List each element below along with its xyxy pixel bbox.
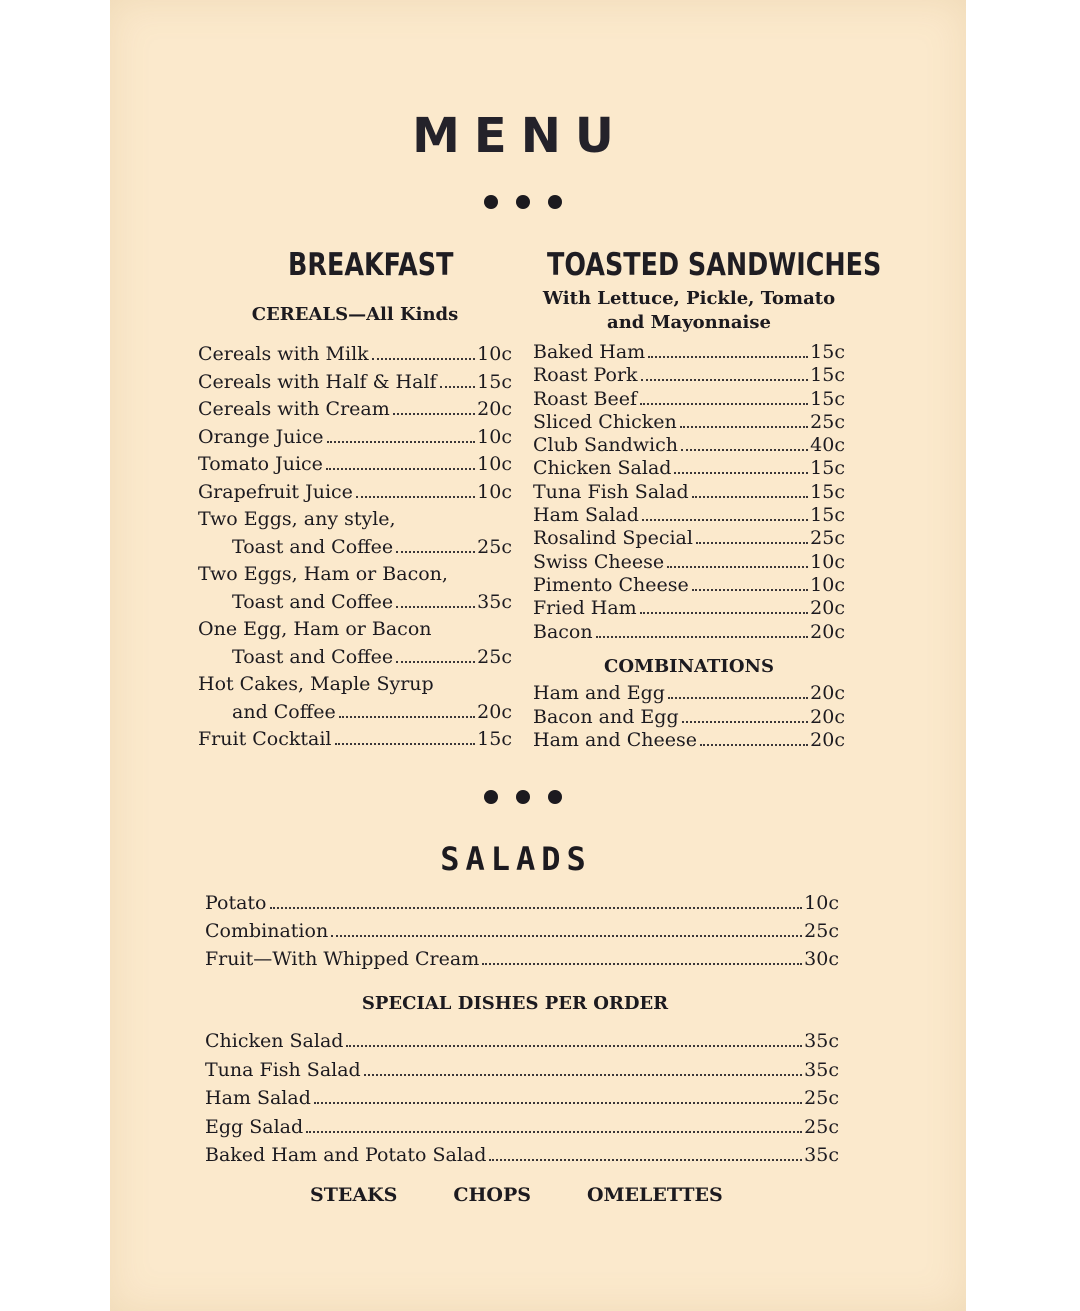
item-price: 10c bbox=[810, 573, 845, 596]
menu-item bbox=[205, 1116, 839, 1145]
dot bbox=[516, 790, 530, 804]
item-price: 20c bbox=[810, 682, 845, 704]
item-label: Fried Ham bbox=[533, 597, 637, 620]
sandwiches-heading: TOASTED SANDWICHES bbox=[547, 247, 882, 283]
item-label: Ham and Egg bbox=[533, 682, 665, 704]
menu-item bbox=[533, 411, 845, 434]
leader-dots bbox=[668, 697, 808, 699]
leader-dots bbox=[326, 468, 475, 470]
menu-item bbox=[198, 728, 512, 756]
item-label: Sliced Chicken bbox=[533, 410, 677, 433]
item-label: Combination bbox=[205, 920, 329, 942]
special-list bbox=[205, 1030, 839, 1173]
leader-dots bbox=[667, 566, 808, 568]
item-line: One Egg, Ham or Bacon bbox=[198, 618, 432, 640]
item-label: Tomato Juice bbox=[198, 453, 323, 475]
item-label: Bacon and Egg bbox=[533, 705, 679, 728]
menu-item bbox=[533, 434, 845, 457]
leader-dots bbox=[692, 589, 808, 591]
leader-dots bbox=[306, 1131, 802, 1133]
special-heading: SPECIAL DISHES PER ORDER bbox=[361, 993, 669, 1014]
leader-dots bbox=[696, 542, 808, 544]
dot bbox=[548, 790, 562, 804]
item-line: Two Eggs, Ham or Bacon, bbox=[198, 563, 448, 585]
item-price: 15c bbox=[810, 341, 845, 363]
leader-dots bbox=[700, 744, 808, 746]
menu-item bbox=[205, 920, 839, 948]
item-label: Ham and Cheese bbox=[533, 729, 697, 751]
item-label: Baked Ham and Potato Salad bbox=[205, 1144, 487, 1166]
item-price: 25c bbox=[804, 1087, 839, 1109]
menu-item bbox=[533, 481, 845, 504]
item-price: 25c bbox=[477, 645, 512, 668]
item-price: 20c bbox=[810, 620, 845, 643]
menu-item bbox=[533, 621, 845, 644]
menu-item bbox=[198, 426, 512, 454]
leader-dots bbox=[641, 379, 809, 381]
item-price: 10c bbox=[477, 425, 512, 448]
leader-dots bbox=[681, 449, 808, 451]
breakfast-list bbox=[198, 343, 512, 756]
menu-item bbox=[198, 701, 512, 729]
menu-item bbox=[533, 341, 845, 364]
item-label: Pimento Cheese bbox=[533, 573, 689, 596]
menu-item bbox=[533, 729, 845, 753]
menu-title: MENU bbox=[412, 108, 628, 164]
footer-chops: CHOPS bbox=[453, 1184, 531, 1206]
menu-item bbox=[198, 481, 512, 509]
item-label: Cereals with Milk bbox=[198, 343, 369, 365]
menu-item bbox=[533, 597, 845, 620]
item-price: 10c bbox=[804, 892, 839, 914]
item-price: 20c bbox=[810, 597, 845, 620]
leader-dots bbox=[642, 519, 808, 521]
menu-item bbox=[205, 1030, 839, 1059]
item-price: 25c bbox=[804, 1115, 839, 1138]
leader-dots bbox=[396, 661, 475, 663]
item-label: Chicken Salad bbox=[205, 1030, 344, 1052]
item-price: 35c bbox=[804, 1030, 839, 1052]
item-label: Orange Juice bbox=[198, 425, 324, 448]
leader-dots bbox=[339, 716, 475, 718]
menu-item bbox=[205, 1144, 839, 1173]
item-label: Tuna Fish Salad bbox=[205, 1058, 361, 1081]
leader-dots bbox=[396, 551, 475, 553]
item-price: 40c bbox=[810, 434, 845, 457]
item-line: Hot Cakes, Maple Syrup bbox=[198, 673, 434, 695]
item-price: 20c bbox=[477, 700, 512, 723]
footer-row bbox=[310, 1184, 723, 1206]
menu-item bbox=[533, 551, 845, 574]
item-label: Swiss Cheese bbox=[533, 550, 665, 573]
item-label: Toast and Coffee bbox=[232, 535, 394, 558]
menu-item bbox=[533, 457, 845, 480]
item-label: Roast Pork bbox=[533, 364, 638, 387]
menu-item bbox=[198, 371, 512, 399]
item-label: Fruit Cocktail bbox=[198, 728, 332, 750]
item-price: 15c bbox=[477, 370, 512, 393]
item-price: 10c bbox=[477, 453, 512, 475]
menu-item bbox=[533, 706, 845, 730]
dot bbox=[548, 195, 562, 209]
menu-item bbox=[198, 591, 512, 619]
item-label: Club Sandwich bbox=[533, 434, 679, 457]
item-price: 35c bbox=[804, 1144, 839, 1166]
menu-item bbox=[533, 527, 845, 550]
item-price: 10c bbox=[810, 550, 845, 573]
menu-item bbox=[198, 343, 512, 371]
item-label: Bacon bbox=[533, 620, 593, 643]
dots-divider-top bbox=[484, 195, 562, 209]
menu-item bbox=[533, 682, 845, 706]
leader-dots bbox=[482, 963, 802, 965]
item-label: Cereals with Cream bbox=[198, 398, 390, 420]
item-label: Ham Salad bbox=[205, 1087, 311, 1109]
leader-dots bbox=[270, 907, 803, 909]
item-label: Tuna Fish Salad bbox=[533, 480, 689, 503]
breakfast-heading: BREAKFAST bbox=[288, 247, 454, 283]
menu-item bbox=[205, 1059, 839, 1088]
leader-dots bbox=[489, 1159, 802, 1161]
leader-dots bbox=[356, 496, 475, 498]
leader-dots bbox=[314, 1102, 802, 1104]
footer-omelettes: OMELETTES bbox=[586, 1184, 723, 1206]
item-price: 20c bbox=[477, 398, 512, 420]
salads-heading: SALADS bbox=[440, 840, 592, 878]
item-price: 30c bbox=[804, 948, 839, 970]
leader-dots bbox=[331, 935, 802, 937]
menu-item bbox=[198, 536, 512, 564]
item-price: 35c bbox=[804, 1058, 839, 1081]
item-price: 10c bbox=[477, 343, 512, 365]
item-price: 15c bbox=[810, 364, 845, 387]
dot bbox=[484, 790, 498, 804]
item-price: 10c bbox=[477, 480, 512, 503]
dot bbox=[484, 195, 498, 209]
item-label: Potato bbox=[205, 892, 267, 914]
menu-item bbox=[533, 504, 845, 527]
leader-dots bbox=[335, 743, 476, 745]
item-label: Cereals with Half & Half bbox=[198, 370, 437, 393]
item-price: 15c bbox=[810, 387, 845, 410]
item-label: Ham Salad bbox=[533, 504, 639, 527]
menu-item bbox=[205, 1087, 839, 1116]
sandwiches-sub1: With Lettuce, Pickle, Tomato bbox=[542, 288, 836, 309]
leader-dots bbox=[393, 413, 475, 415]
leader-dots bbox=[346, 1045, 802, 1047]
item-label: Chicken Salad bbox=[533, 457, 672, 480]
leader-dots bbox=[372, 358, 475, 360]
leader-dots bbox=[640, 612, 808, 614]
item-label: and Coffee bbox=[232, 700, 336, 723]
menu-item bbox=[205, 948, 839, 976]
item-price: 15c bbox=[810, 504, 845, 527]
item-label: Roast Beef bbox=[533, 387, 637, 410]
item-label: Egg Salad bbox=[205, 1115, 304, 1138]
menu-item bbox=[198, 398, 512, 426]
dot bbox=[516, 195, 530, 209]
sandwiches-list bbox=[533, 341, 845, 644]
menu-item bbox=[198, 453, 512, 481]
item-label: Rosalind Special bbox=[533, 527, 693, 550]
leader-dots bbox=[640, 403, 808, 405]
leader-dots bbox=[596, 636, 809, 638]
leader-dots bbox=[674, 472, 808, 474]
salads-list bbox=[205, 892, 839, 976]
item-price: 15c bbox=[477, 728, 512, 750]
item-price: 25c bbox=[810, 410, 845, 433]
breakfast-subheading: CEREALS—All Kinds bbox=[251, 304, 459, 325]
item-price: 20c bbox=[810, 729, 845, 751]
item-label: Toast and Coffee bbox=[232, 645, 394, 668]
leader-dots bbox=[364, 1074, 802, 1076]
leader-dots bbox=[682, 721, 809, 723]
item-label: Grapefruit Juice bbox=[198, 480, 353, 503]
footer-steaks: STEAKS bbox=[310, 1184, 398, 1206]
item-price: 25c bbox=[804, 920, 839, 942]
menu-item bbox=[205, 892, 839, 920]
menu-item bbox=[198, 646, 512, 674]
item-line: Two Eggs, any style, bbox=[198, 508, 396, 530]
item-label: Toast and Coffee bbox=[232, 590, 394, 613]
dots-divider-middle bbox=[484, 790, 562, 804]
item-price: 35c bbox=[477, 590, 512, 613]
leader-dots bbox=[327, 441, 476, 443]
leader-dots bbox=[680, 426, 808, 428]
menu-item bbox=[533, 364, 845, 387]
menu-item bbox=[533, 388, 845, 411]
item-price: 25c bbox=[477, 535, 512, 558]
combinations-list bbox=[533, 682, 845, 753]
leader-dots bbox=[440, 386, 476, 388]
menu-item bbox=[533, 574, 845, 597]
item-price: 15c bbox=[810, 457, 845, 480]
leader-dots bbox=[692, 496, 808, 498]
leader-dots bbox=[648, 356, 808, 358]
item-price: 25c bbox=[810, 527, 845, 550]
item-price: 15c bbox=[810, 480, 845, 503]
sandwiches-sub2: and Mayonnaise bbox=[607, 312, 771, 333]
item-label: Fruit—With Whipped Cream bbox=[205, 948, 480, 970]
combinations-heading: COMBINATIONS bbox=[604, 656, 774, 677]
item-label: Baked Ham bbox=[533, 341, 646, 363]
item-price: 20c bbox=[810, 705, 845, 728]
leader-dots bbox=[396, 606, 475, 608]
